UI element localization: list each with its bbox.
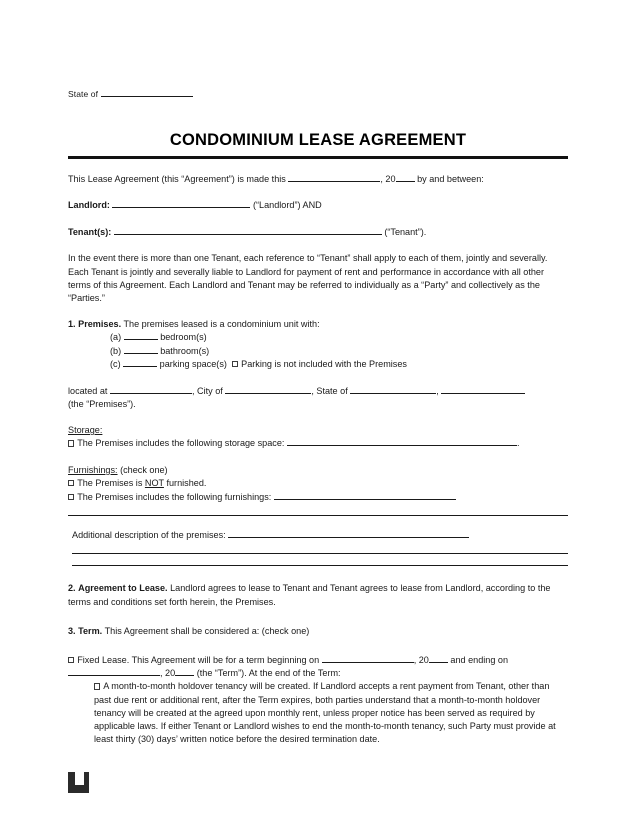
furnishings-heading: Furnishings: bbox=[68, 464, 118, 475]
checkbox-not-furnished[interactable] bbox=[68, 480, 74, 486]
premises-unit-list bbox=[68, 331, 568, 371]
state-of-label-2: , State of bbox=[311, 385, 348, 396]
section-3-number: 3. bbox=[68, 625, 76, 636]
furnishings-included-label: The Premises includes the following furnishings: bbox=[77, 491, 272, 502]
section-1-lead: The premises leased is a condominium unit with: bbox=[123, 319, 320, 330]
additional-description-block bbox=[68, 529, 568, 566]
furnishings-check-one: (check one) bbox=[120, 464, 168, 475]
item-b-label: bathroom(s) bbox=[160, 345, 210, 356]
holdover-text: A month-to-month holdover tenancy will be created. If Landlord accepts a rent payment from Tenant, other than past due rent or additional rent, after the Term expires, both parties understand that a month-to-month holdover tenancy will be created at the agreed upon monthly rent, unless proper notice has been served as required by applicable laws. If either Tenant or Landlord wishes to end the month-to-month tenancy, such Party must provide at least thirty (30) days’ written notice before the desired termination date. bbox=[94, 681, 556, 745]
storage-heading: Storage: bbox=[68, 425, 103, 436]
checkbox-fixed-lease[interactable] bbox=[68, 657, 74, 663]
furnishings-block bbox=[68, 464, 568, 516]
section-3-lead: This Agreement shall be considered a: (check one) bbox=[104, 625, 310, 636]
not-furnished-post: furnished. bbox=[163, 478, 207, 489]
storage-block bbox=[68, 424, 568, 451]
list-item bbox=[68, 358, 568, 371]
intro-paragraph bbox=[68, 173, 568, 186]
list-item bbox=[68, 345, 568, 358]
section-1-heading-line bbox=[68, 318, 568, 331]
section-2-heading: Agreement to Lease. bbox=[78, 583, 168, 594]
item-c-label: parking space(s) bbox=[159, 359, 227, 370]
fixed-lease-paragraph bbox=[68, 654, 568, 680]
additional-description-blank-3[interactable] bbox=[72, 554, 568, 566]
landlord-name-blank[interactable] bbox=[112, 200, 250, 208]
fixed-lease-end-blank[interactable] bbox=[68, 668, 160, 676]
fixed-lease-term-tail: (the “Term”). At the end of the Term: bbox=[196, 668, 341, 679]
fixed-lease-start-year-blank[interactable] bbox=[429, 655, 448, 663]
furnishings-heading-row bbox=[68, 464, 568, 477]
item-c-checkbox-label: Parking is not included with the Premises bbox=[241, 359, 407, 370]
additional-description-row bbox=[72, 529, 568, 542]
bathroom-count-blank[interactable] bbox=[124, 345, 158, 353]
city-of-label: , City of bbox=[191, 385, 223, 396]
section-2-paragraph bbox=[68, 582, 568, 608]
intro-date-blank[interactable] bbox=[288, 174, 380, 182]
section-3-heading: Term. bbox=[78, 625, 103, 636]
intro-tail: by and between: bbox=[417, 174, 484, 184]
address-blank[interactable] bbox=[110, 385, 192, 393]
page-title: CONDOMINIUM LEASE AGREEMENT bbox=[169, 131, 467, 149]
additional-description-label: Additional description of the premises: bbox=[72, 530, 226, 541]
storage-option-label: The Premises includes the following storage space: bbox=[77, 438, 285, 449]
furnishings-blank-1[interactable] bbox=[274, 491, 456, 499]
fixed-lease-year-1: , 20 bbox=[413, 655, 429, 666]
legal-templates-logo-icon bbox=[68, 772, 89, 793]
state-of-blank[interactable] bbox=[101, 89, 193, 97]
furnishings-included-row bbox=[68, 491, 568, 504]
bedroom-count-blank[interactable] bbox=[124, 332, 158, 340]
landlord-line bbox=[68, 199, 568, 213]
holdover-paragraph bbox=[68, 680, 568, 746]
section-2-number: 2. bbox=[68, 583, 76, 594]
tenant-label: Tenant(s): bbox=[68, 226, 112, 237]
premises-location-paragraph bbox=[68, 385, 568, 411]
fixed-lease-label: Fixed Lease. This Agreement will be for a term beginning on bbox=[77, 655, 320, 666]
premises-suffix: (the “Premises”). bbox=[68, 398, 136, 409]
furnishings-not-furnished-row bbox=[68, 477, 568, 490]
state-of-line bbox=[68, 88, 568, 100]
landlord-label: Landlord: bbox=[68, 200, 110, 211]
intro-lead: This Lease Agreement (this “Agreement”) is made this bbox=[68, 174, 286, 184]
section-2-body: Landlord agrees to lease to Tenant and Tenant agrees to lease from Landlord, according to the terms and conditions set forth herein, the Premises. bbox=[68, 583, 551, 607]
storage-space-blank[interactable] bbox=[287, 438, 517, 446]
intro-year-blank[interactable] bbox=[396, 174, 415, 182]
not-furnished-emphasis: NOT bbox=[144, 478, 164, 489]
fixed-lease-start-blank[interactable] bbox=[322, 655, 414, 663]
tenant-name-blank[interactable] bbox=[114, 226, 382, 234]
title-divider bbox=[68, 156, 568, 159]
tenant-line bbox=[68, 226, 568, 240]
tenant-suffix: (“Tenant”). bbox=[384, 226, 427, 237]
storage-option-row bbox=[68, 437, 568, 450]
landlord-suffix: (“Landlord”) AND bbox=[253, 200, 322, 211]
item-b-marker: (b) bbox=[110, 345, 122, 356]
not-furnished-pre: The Premises is bbox=[77, 478, 145, 489]
list-item bbox=[68, 331, 568, 344]
additional-description-blank-1[interactable] bbox=[228, 530, 469, 538]
intro-year-prefix: , 20 bbox=[380, 174, 396, 184]
located-at-label: located at bbox=[68, 385, 108, 396]
checkbox-parking-not-included[interactable] bbox=[232, 361, 238, 367]
zip-blank[interactable] bbox=[441, 385, 525, 393]
section-3-heading-line bbox=[68, 625, 568, 638]
checkbox-furnishings-included[interactable] bbox=[68, 494, 74, 500]
location-comma: , bbox=[436, 385, 439, 396]
city-blank[interactable] bbox=[225, 385, 311, 393]
state-blank[interactable] bbox=[350, 385, 436, 393]
section-1-heading: Premises. bbox=[78, 319, 122, 330]
state-of-label: State of bbox=[68, 89, 99, 99]
furnishings-blank-2[interactable] bbox=[68, 504, 568, 516]
fixed-lease-mid: and ending on bbox=[450, 655, 509, 666]
item-a-label: bedroom(s) bbox=[160, 332, 207, 343]
checkbox-holdover-tenancy[interactable] bbox=[94, 683, 100, 689]
fixed-lease-end-year-blank[interactable] bbox=[175, 668, 194, 676]
checkbox-storage-included[interactable] bbox=[68, 440, 74, 446]
additional-description-blank-2[interactable] bbox=[72, 542, 568, 554]
parking-count-blank[interactable] bbox=[123, 359, 157, 367]
section-1-number: 1. bbox=[68, 319, 76, 330]
storage-period: . bbox=[516, 438, 520, 449]
item-c-marker: (c) bbox=[110, 359, 121, 370]
fixed-lease-year-2: , 20 bbox=[160, 668, 176, 679]
multiple-tenants-paragraph: In the event there is more than one Tenant, each reference to “Tenant” shall apply to each of them, jointly and severally. Each Tenant is jointly and severally liable to Landlord for payment of rent and performance in accordance with all other terms of this Agreement. Each Landlord and Tenant may be referred to individually as a “Party” and collectively as the “Parties.” bbox=[68, 253, 548, 303]
item-a-marker: (a) bbox=[110, 332, 122, 343]
